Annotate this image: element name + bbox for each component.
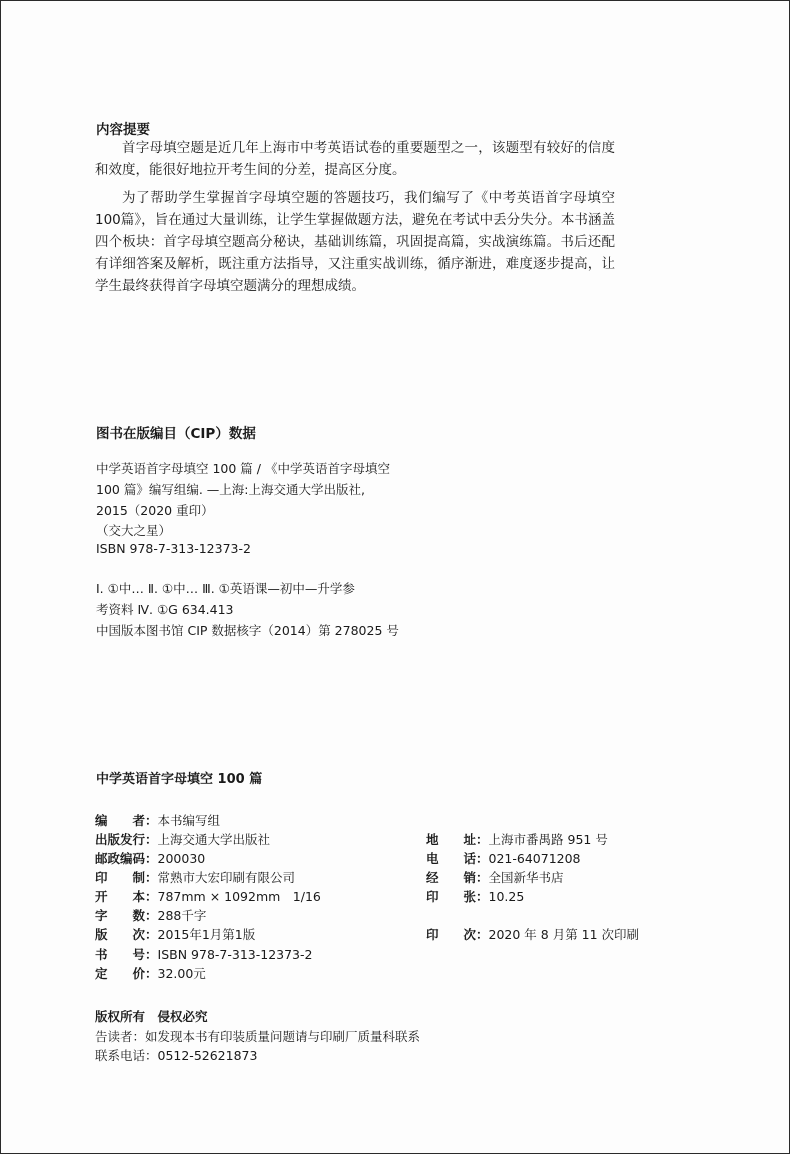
cip-line: （交大之星） [96, 523, 172, 538]
cip-classification: 考资料 Ⅳ. ①G 634.413 [96, 602, 234, 617]
pub-row-address [426, 830, 608, 848]
field-label: 邮政编码： [95, 851, 158, 866]
field-value: 200030 [157, 851, 206, 866]
cip-line: 中学英语首字母填空 100 篇 / 《中学英语首字母填空 [96, 461, 390, 476]
cip-line: 100 篇》编写组编. —上海:上海交通大学出版社, [96, 482, 365, 497]
summary-paragraph: 首字母填空题是近几年上海市中考英语试卷的重要题型之一，该题型有较好的信度和效度，能很好地拉开考生间的分差，提高区分度。 [95, 140, 615, 178]
field-value: 10.25 [488, 889, 525, 904]
cip-record: 中国版本图书馆 CIP 数据核字（2014）第 278025 号 [96, 623, 399, 638]
field-value: 常熟市大宏印刷有限公司 [157, 870, 296, 885]
field-label: 字 数： [95, 908, 158, 923]
pub-row-printing [426, 925, 639, 943]
field-label: 书 号： [95, 947, 158, 962]
field-label: 地 址： [426, 832, 489, 847]
cip-heading: 图书在版编目（CIP）数据 [96, 426, 256, 442]
field-value: 2020 年 8 月第 11 次印刷 [488, 927, 640, 942]
pub-row-format [95, 887, 321, 905]
field-value: 288千字 [157, 908, 207, 923]
pub-row-price [95, 964, 206, 982]
pub-row-sheets [426, 887, 524, 905]
field-value: 上海市番禺路 951 号 [488, 832, 608, 847]
copyright-notice: 版权所有 侵权必究 [95, 1009, 208, 1024]
pub-row-distributor [426, 868, 564, 886]
pub-row-editor [95, 811, 220, 829]
pub-row-isbn [95, 945, 312, 963]
cip-classification: Ⅰ. ①中… Ⅱ. ①中… Ⅲ. ①英语课—初中—升学参 [96, 581, 355, 596]
pub-row-publisher [95, 830, 270, 848]
cip-isbn: ISBN 978-7-313-12373-2 [96, 541, 251, 556]
field-value: 021-64071208 [488, 851, 581, 866]
field-label: 经 销： [426, 870, 489, 885]
pub-row-edition [95, 925, 255, 943]
reader-notice: 告读者：如发现本书有印装质量问题请与印刷厂质量科联系 [95, 1029, 421, 1044]
summary-heading: 内容提要 [96, 122, 150, 138]
book-title: 中学英语首字母填空 100 篇 [96, 772, 263, 787]
pub-row-phone [426, 849, 581, 867]
summary-body [95, 137, 615, 297]
field-label: 印 制： [95, 870, 158, 885]
pub-row-wordcount [95, 906, 206, 924]
field-value: ISBN 978-7-313-12373-2 [157, 947, 313, 962]
field-label: 开 本： [95, 889, 158, 904]
contact-phone: 联系电话：0512-52621873 [95, 1048, 258, 1063]
field-label: 印 张： [426, 889, 489, 904]
field-value: 全国新华书店 [488, 870, 564, 885]
field-label: 印 次： [426, 927, 489, 942]
field-label: 定 价： [95, 966, 158, 981]
field-label: 出版发行： [95, 832, 158, 847]
field-value: 2015年1月第1版 [157, 927, 256, 942]
pub-row-printer [95, 868, 295, 886]
field-value: 32.00元 [157, 966, 206, 981]
field-label: 电 话： [426, 851, 489, 866]
field-label: 编 者： [95, 813, 158, 828]
summary-paragraph: 为了帮助学生掌握首字母填空题的答题技巧，我们编写了《中考英语首字母填空100篇》，旨在通过大量训练，让学生掌握做题方法，避免在考试中丢分失分。本书涵盖四个板块：首字母填空题高分秘诀，基础训练篇，巩固提高篇，实战演练篇。书后还配有详细答案及解析，既注重方法指导，又注重实战训练，循序渐进，难度逐步提高，让学生最终获得首字母填空题满分的理想成绩。 [95, 190, 615, 294]
cip-line: 2015（2020 重印） [96, 503, 214, 518]
pub-row-postcode [95, 849, 205, 867]
field-value: 上海交通大学出版社 [157, 832, 271, 847]
field-value: 787mm × 1092mm 1/16 [157, 889, 321, 904]
field-value: 本书编写组 [157, 813, 221, 828]
field-label: 版 次： [95, 927, 158, 942]
